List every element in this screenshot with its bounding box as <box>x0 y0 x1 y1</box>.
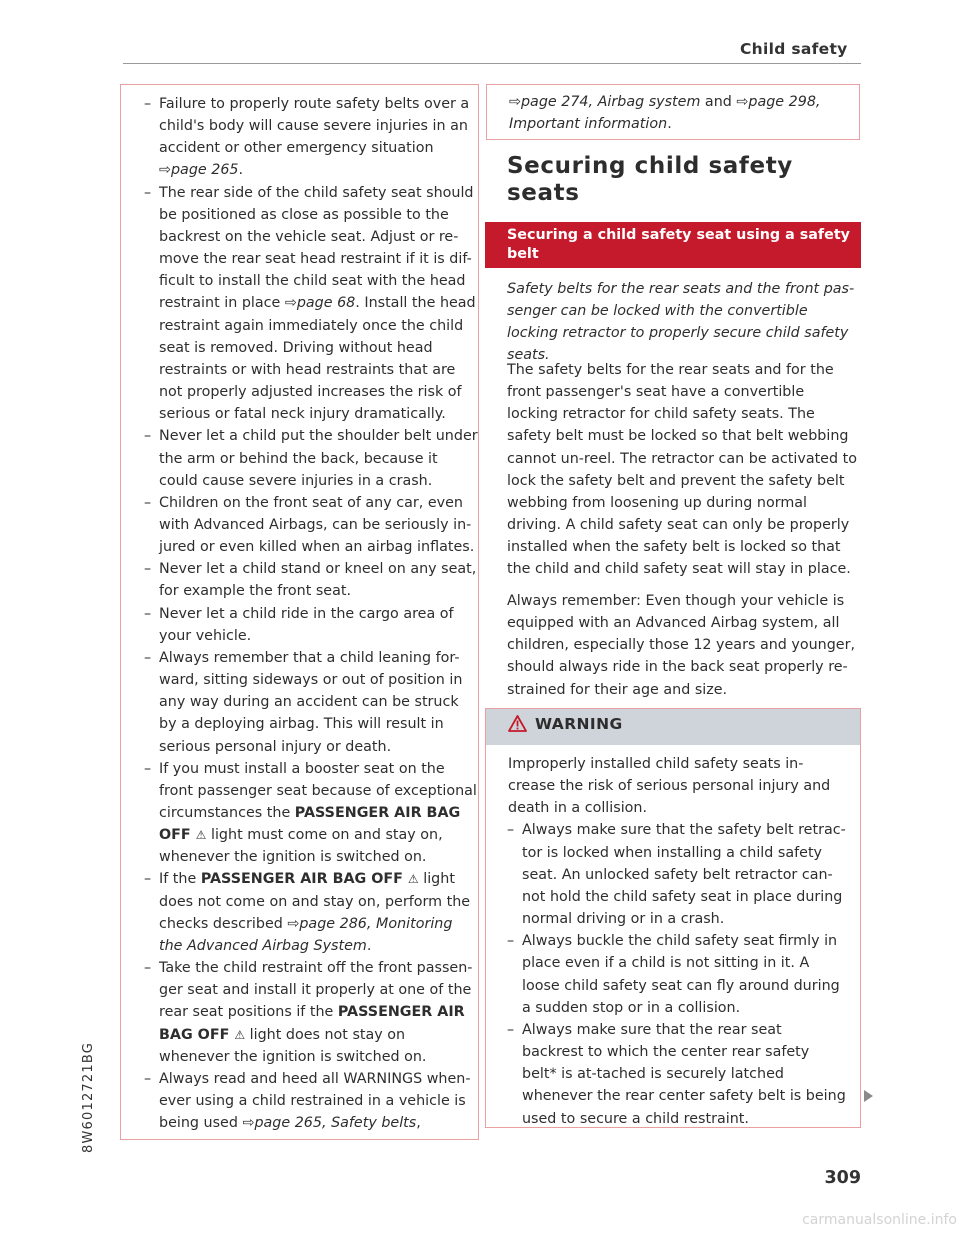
warning-item: – Always make sure that the safety belt retrac-tor is locked when installing a child safety seat. An unlocked safety belt retractor can-not hold the child safety seat in place during normal driving or in a crash. <box>508 819 846 930</box>
warning-item <box>145 558 478 602</box>
text-run: Never let a child put the shoulder belt under the arm or behind the back, because it could cause severe injuries in a crash. <box>159 428 478 489</box>
text-run: Always remember that a child leaning for-ward, sitting sideways or out of position in any way during an accident can be struck by a deploying airbag. This will result in serious personal injury or death. <box>159 649 463 755</box>
warning-item <box>145 868 478 957</box>
warning-item: – Always make sure that the rear seat backrest to which the center rear safety belt* is at-tached is securely latched whenever the rear center safety belt is being used to secure a child restraint. <box>508 1019 846 1130</box>
body-paragraph-2: Always remember: Even though your vehicle is equipped with an Advanced Airbag system, all children, especially those 12 years and younger, should always ride in the back seat properly re-strained for their age and size. <box>507 593 856 698</box>
warning-box <box>485 708 861 1128</box>
reference-arrow-icon: ⇨ <box>736 94 749 110</box>
passenger-airbag-off-icon: ⚠ <box>195 828 207 843</box>
warning-item <box>145 647 478 758</box>
warning-item <box>145 1068 478 1134</box>
text-run: If you must install a booster seat on the front passenger seat because of exceptional circumstances the <box>159 760 477 821</box>
warning-triangle-icon <box>508 715 527 736</box>
page-reference: page 298, Important information <box>509 94 821 133</box>
text-run: and <box>700 94 737 110</box>
watermark: carmanualsonline.info <box>802 1212 957 1228</box>
text-run: Always read and heed all WARNINGS when-ever using a child restrained in a vehicle is being used <box>159 1070 471 1132</box>
warning-continuation-box-right <box>486 84 860 140</box>
text-run: Never let a child ride in the cargo area of your vehicle. <box>159 605 454 644</box>
warning-body <box>486 745 860 1130</box>
text-run: , <box>416 1115 421 1132</box>
reference-arrow-icon: ⇨ <box>287 915 300 932</box>
body-paragraph-1: The safety belts for the rear seats and for the front passenger's seat have a convertible locking retractor for child safety seats. The safety belt must be locked so that belt webbing cannot un-reel. The retractor can be activated to lock the safety belt and prevent the safety belt webbing from loosening up during normal driving. A child safety seat can only be properly installed when the safety belt is locked so that the child and child safety seat will stay in place. <box>507 362 857 578</box>
passenger-airbag-off-icon: ⚠ <box>234 1027 246 1042</box>
warning-item <box>145 603 478 647</box>
warning-header <box>486 709 860 745</box>
warning-bullet-list <box>145 93 478 1134</box>
warning-item <box>145 182 478 426</box>
page-reference: page 265, Safety belts <box>254 1115 417 1132</box>
page-reference: page 274, Airbag system <box>520 94 701 110</box>
warning-item: – Always buckle the child safety seat firmly in place even if a child is not sitting in it. A loose child safety seat can fly around during a sudden stop or in a collision. <box>508 930 846 1019</box>
text-run: light does not stay on whenever the ignition is switched on. <box>159 1026 427 1065</box>
bold-label: PASSENGER AIR BAG OFF <box>159 1004 465 1043</box>
warning-intro: Improperly installed child safety seats in-crease the risk of serious personal injury and death in a collision. <box>508 756 831 817</box>
page-reference: page 286, Monitoring the Advanced Airbag System <box>159 915 453 954</box>
text-run: Failure to properly route safety belts over a child's body will cause severe injuries in an accident or other emergency situation <box>159 96 470 157</box>
text-run: Take the child restraint off the front passen-ger seat and install it properly at one of the rear seat positions if the <box>159 960 473 1021</box>
text-run: . <box>667 116 672 133</box>
header-divider <box>123 63 861 64</box>
text-run: . <box>366 937 372 954</box>
page-reference: page 68 <box>296 295 356 312</box>
text-run: . Install the head restraint again immediately once the child seat is removed. Driving without head restraints or with head restraints that are not properly adjusted increases the risk of serious or fatal neck injury dramatically. <box>159 295 476 423</box>
warning-item <box>145 492 478 558</box>
text-run: The rear side of the child safety seat should be positioned as close as possible to the backrest on the vehicle seat. Adjust or re-move the rear seat head restraint if it is dif-ficult to install the child seat with the head restraint in place <box>159 184 474 312</box>
text-run: Children on the front seat of any car, even with Advanced Airbags, can be seriously in-jured or even killed when an airbag inflates. <box>159 494 475 556</box>
warning-list <box>508 819 846 1129</box>
cross-reference-text <box>509 91 859 135</box>
text-run: If the <box>159 871 201 888</box>
intro-text: Safety belts for the rear seats and the front pas-senger can be locked with the convertible locking retractor to properly secure child safety seats. <box>507 281 855 364</box>
bold-label: PASSENGER AIR BAG OFF <box>200 871 408 888</box>
reference-arrow-icon: ⇨ <box>159 162 171 179</box>
continue-arrow-icon <box>864 1090 873 1102</box>
warning-continuation-box <box>120 84 479 1140</box>
bold-label: PASSENGER AIR BAG OFF <box>159 805 461 844</box>
document-code: 8W6012721BG <box>81 1042 96 1153</box>
subsection-heading: Securing a child safety seat using a safety belt <box>485 222 861 268</box>
reference-arrow-icon: ⇨ <box>242 1115 255 1132</box>
text-run: Never let a child stand or kneel on any seat, for example the front seat. <box>159 561 477 600</box>
section-heading: Securing child safety seats <box>507 153 793 206</box>
reference-arrow-icon: ⇨ <box>284 295 297 312</box>
page-reference: page 265 <box>170 162 239 179</box>
warning-item <box>145 758 478 869</box>
passenger-airbag-off-icon: ⚠ <box>407 872 419 887</box>
reference-arrow-icon: ⇨ <box>509 94 521 110</box>
warning-item <box>145 93 478 182</box>
text-run: light does not come on and stay on, perform the checks described <box>159 871 471 932</box>
warning-item <box>145 425 478 491</box>
section-title: Child safety <box>740 40 848 58</box>
page-number: 309 <box>824 1168 861 1188</box>
warning-item <box>145 957 478 1068</box>
text-run: . <box>238 162 244 179</box>
warning-title: WARNING <box>535 715 623 733</box>
text-run: light must come on and stay on, whenever the ignition is switched on. <box>159 827 443 866</box>
